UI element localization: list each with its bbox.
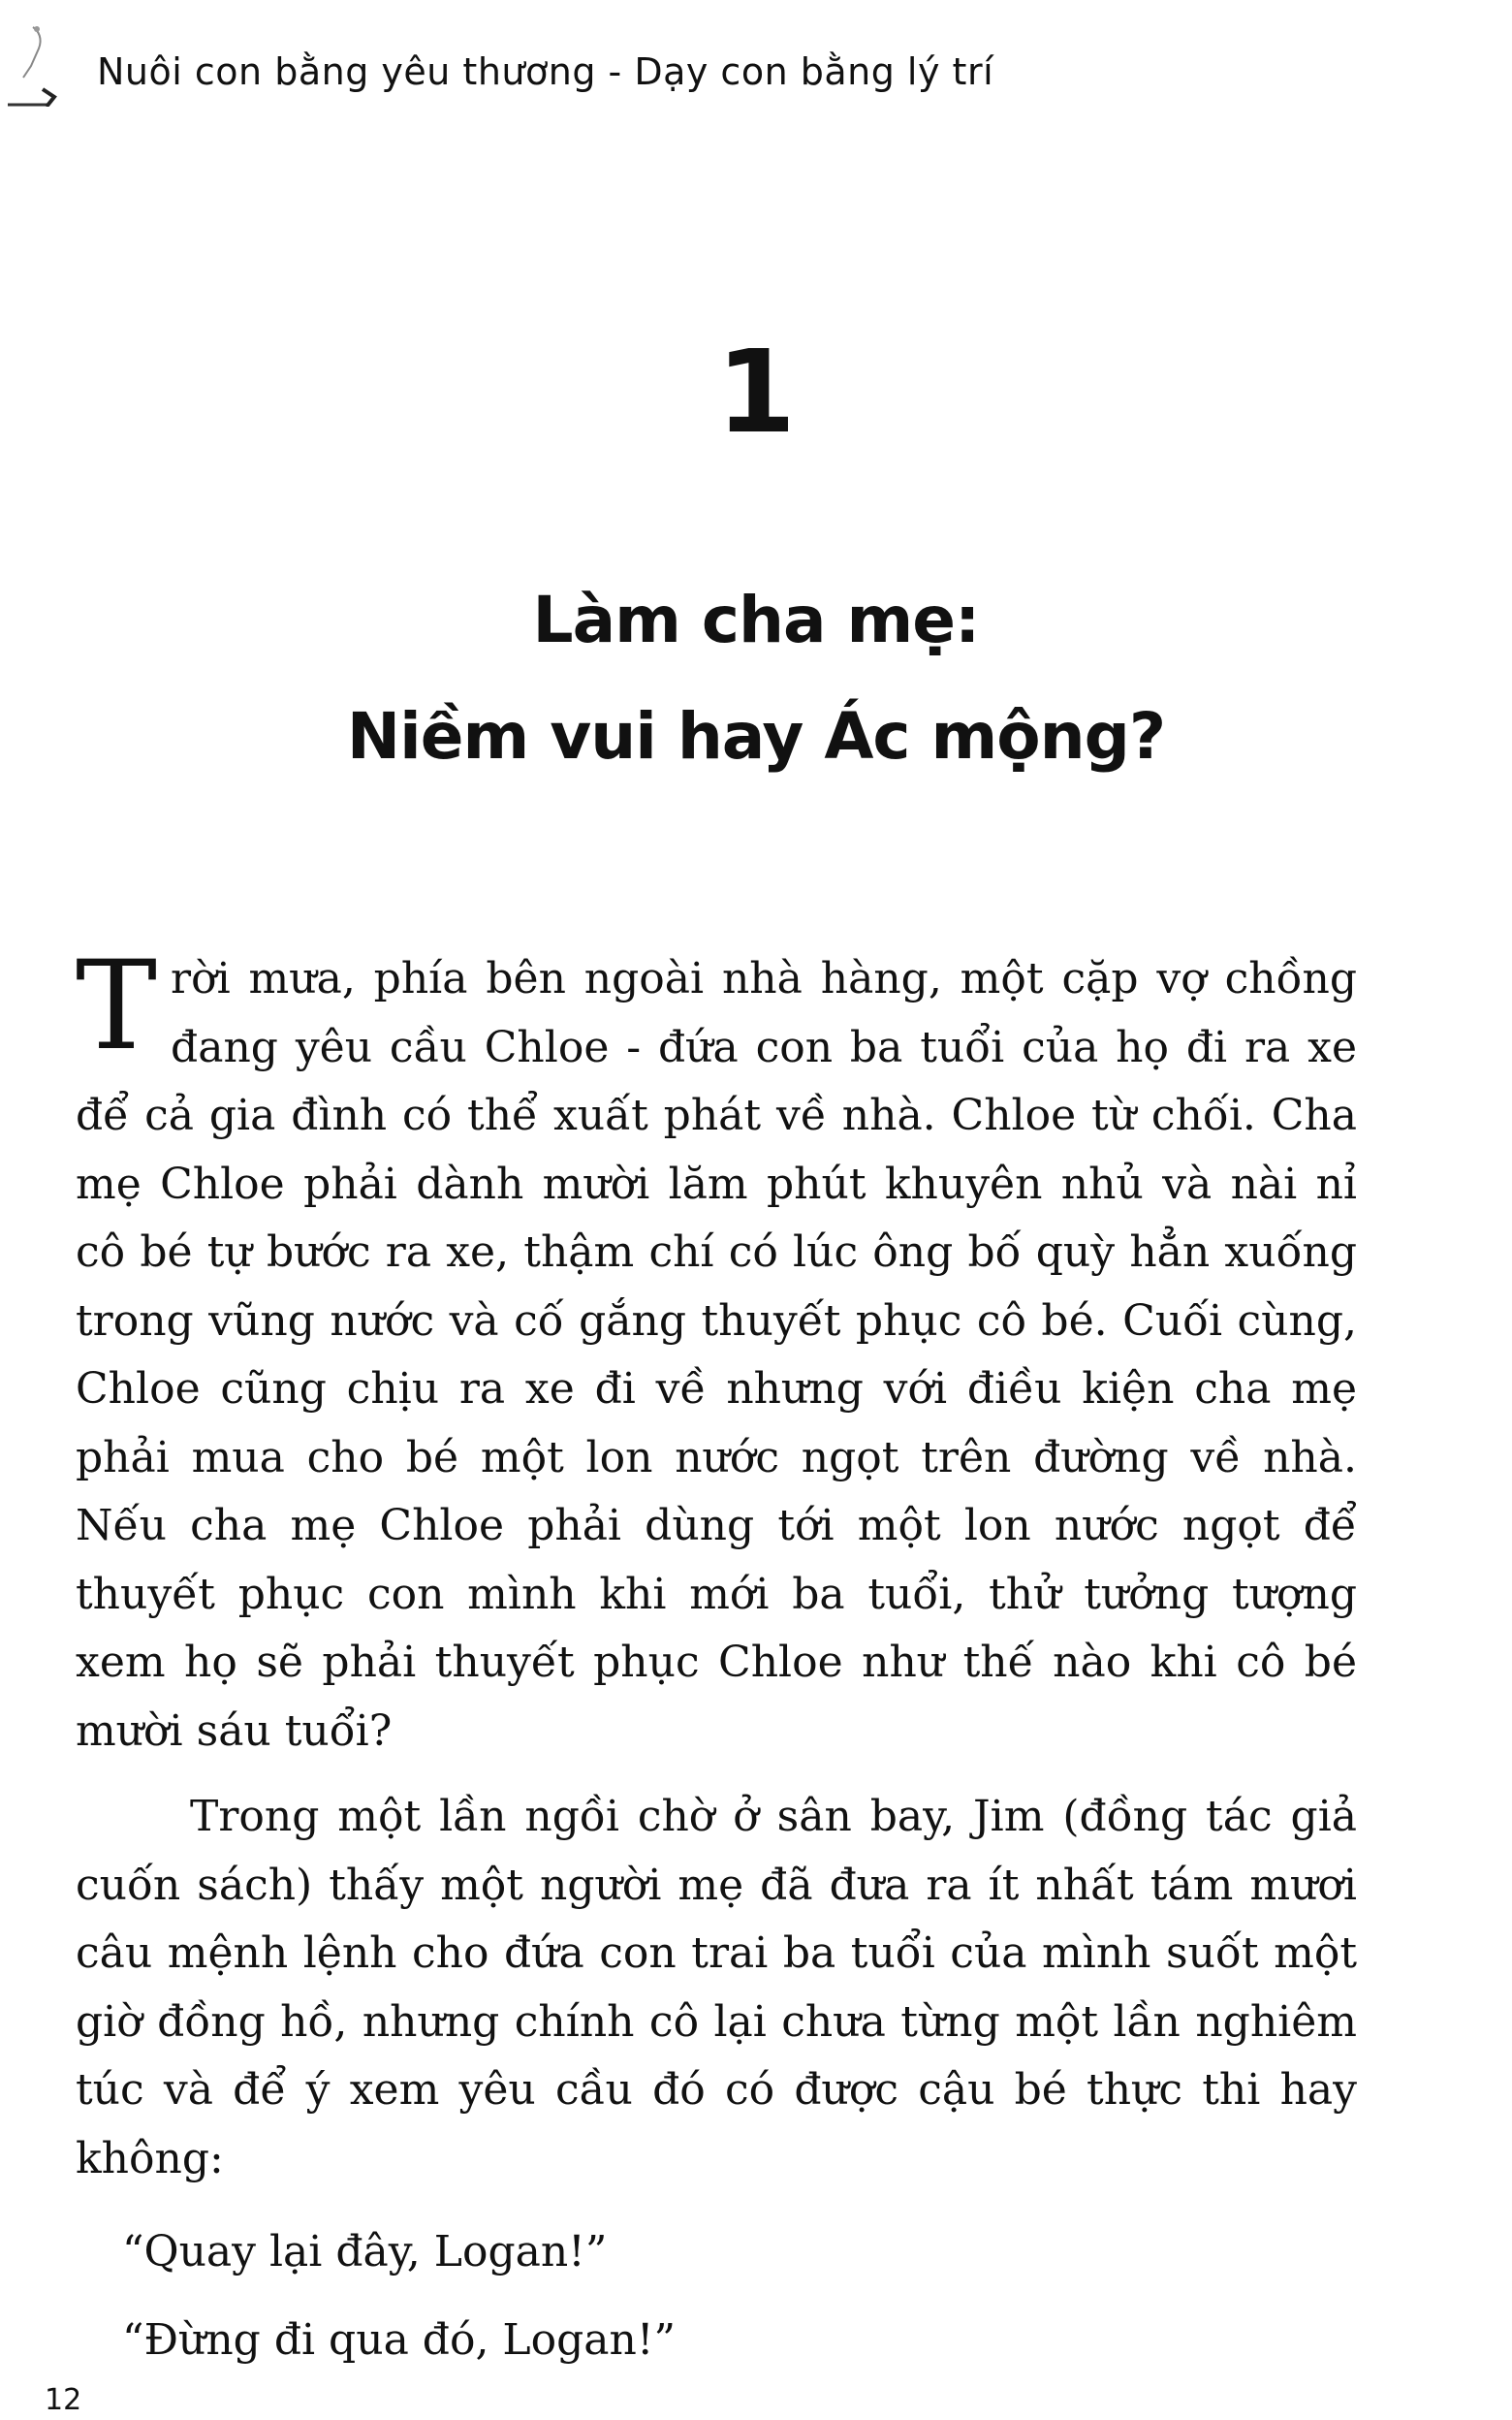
running-header: Nuôi con bằng yêu thương - Dạy con bằng lý trí bbox=[97, 50, 994, 93]
page-number: 12 bbox=[45, 2383, 82, 2417]
paragraph-2: Trong một lần ngồi chờ ở sân bay, Jim (đồng tác giả cuốn sách) thấy một người mẹ đã đưa ra ít nhất tám mươi câu mệnh lệnh cho đứa con trai ba tuổi của mình suốt một giờ đồng hồ, nhưng chính cô lại chưa từng một lần nghiêm túc và để ý xem yêu cầu đó có được cậu bé thực thi hay không: bbox=[76, 1792, 1357, 2183]
paragraph-1 bbox=[76, 935, 1357, 1766]
chapter-number: 1 bbox=[715, 325, 797, 459]
quote-line: “Quay lại đây, Logan!” bbox=[122, 2227, 608, 2277]
chapter-title bbox=[0, 562, 1512, 795]
paragraph-1-text: rời mưa, phía bên ngoài nhà hàng, một cặp vợ chồng đang yêu cầu Chloe - đứa con ba tuổi của họ đi ra xe để cả gia đình có thể xuất phát về nhà. Chloe từ chối. Cha mẹ Chloe phải dành mười lăm phút khuyên nhủ và nài nỉ cô bé tự bước ra xe, thậm chí có lúc ông bố quỳ hẳn xuống trong vũng nước và cố gắng thuyết phục cô bé. Cuối cùng, Chloe cũng chịu ra xe đi về nhưng với điều kiện cha mẹ phải mua cho bé một lon nước ngọt trên đường về nhà. Nếu cha mẹ Chloe phải dùng tới một lon nước ngọt để thuyết phục con mình khi mới ba tuổi, thử tưởng tượng xem họ sẽ phải thuyết phục Chloe như thế nào khi cô bé mười sáu tuổi? bbox=[76, 954, 1357, 1756]
drop-cap: T bbox=[76, 935, 158, 1077]
feather-ornament-icon bbox=[4, 19, 62, 107]
chapter-title-line-2: Niềm vui hay Ác mộng? bbox=[346, 699, 1166, 774]
body-text bbox=[76, 935, 1357, 2374]
quote-line: “Đừng đi qua đó, Logan!” bbox=[122, 2314, 677, 2365]
chapter-title-line-1: Làm cha mẹ: bbox=[532, 583, 980, 657]
